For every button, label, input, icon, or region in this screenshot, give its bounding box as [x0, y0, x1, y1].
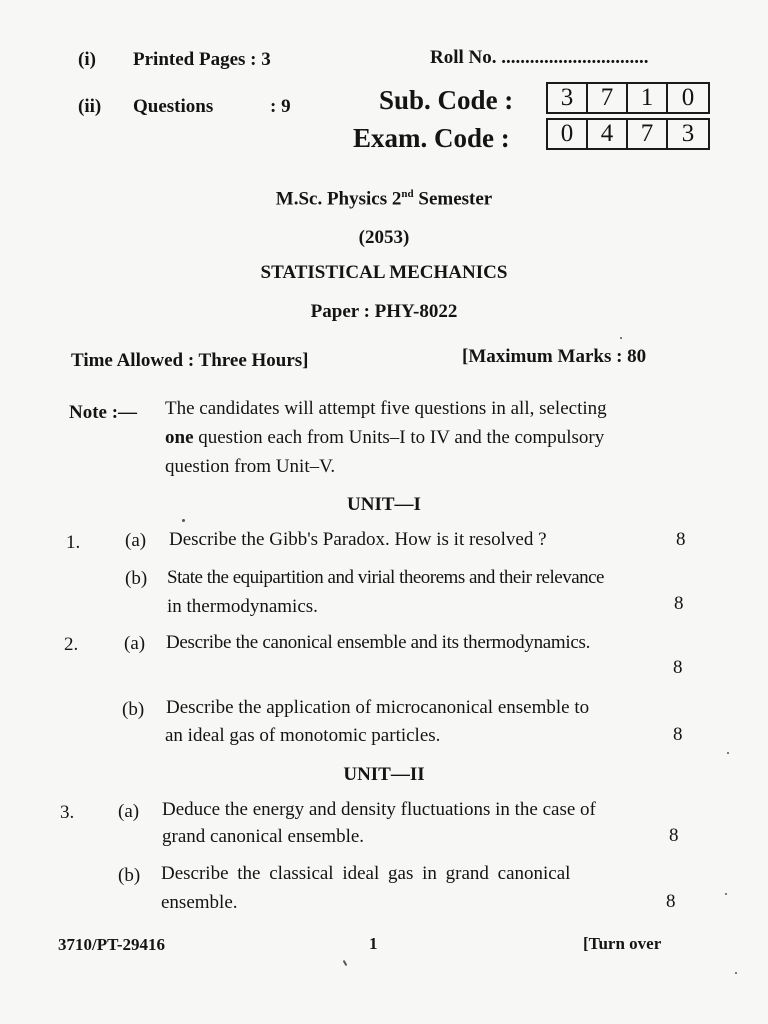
- scan-speck: [727, 752, 729, 754]
- unit-1-heading: UNIT—I: [347, 494, 421, 515]
- q1-a-label: (a): [125, 530, 147, 551]
- printed-pages: Printed Pages : 3: [133, 49, 271, 70]
- q3-a-marks: 8: [669, 825, 679, 846]
- exam-code-digit: 4: [588, 120, 628, 148]
- questions-label: Questions: [133, 96, 214, 117]
- q2-b-label: (b): [122, 699, 145, 720]
- q1-a-text: Describe the Gibb's Paradox. How is it resolved ?: [169, 529, 547, 550]
- program-prefix: M.Sc. Physics 2: [275, 188, 402, 210]
- q2-a-label: (a): [124, 633, 146, 654]
- page-number: 1: [369, 934, 378, 953]
- q1-b-marks: 8: [674, 593, 684, 614]
- printed-pages-index: (i): [78, 49, 96, 70]
- q2-b-marks: 8: [673, 724, 683, 745]
- q3-b-marks: 8: [666, 891, 676, 912]
- subject-title: STATISTICAL MECHANICS: [260, 262, 508, 283]
- sub-code-boxes: [546, 82, 710, 114]
- scan-speck: [735, 972, 737, 974]
- exam-code-boxes: [546, 118, 710, 150]
- q3-b-text-2: ensemble.: [161, 892, 238, 913]
- q3-a-label: (a): [118, 801, 140, 822]
- program-superscript: nd: [401, 188, 414, 200]
- unit-2-heading: UNIT—II: [343, 764, 425, 785]
- turn-over-label: [Turn over: [583, 934, 662, 953]
- note-line-2: [165, 427, 604, 449]
- q2-a-marks: 8: [673, 657, 683, 678]
- note-emphasis: one: [165, 427, 194, 448]
- scan-speck: [182, 519, 185, 522]
- year-code: (2053): [358, 227, 410, 248]
- q3-b-label: (b): [118, 865, 141, 886]
- note-line-1: The candidates will attempt five questions in all, selecting: [165, 398, 607, 419]
- roll-number: Roll No. ...............................: [430, 47, 649, 68]
- q1-b-text-2: in thermodynamics.: [167, 596, 318, 617]
- questions-index: (ii): [78, 96, 102, 117]
- paper-code: Paper : PHY-8022: [310, 301, 458, 322]
- q1-a-marks: 8: [676, 529, 686, 550]
- time-allowed: Time Allowed : Three Hours]: [71, 350, 309, 371]
- maximum-marks: [Maximum Marks : 80: [462, 346, 647, 367]
- q2-a-text: Describe the canonical ensemble and its thermodynamics.: [166, 632, 591, 653]
- note-line-3: question from Unit–V.: [165, 456, 336, 477]
- scan-speck: [620, 337, 622, 339]
- sub-code-label: Sub. Code :: [379, 85, 514, 115]
- exam-code-digit: 7: [628, 120, 668, 148]
- q2-b-text-2: an ideal gas of monotomic particles.: [165, 725, 441, 746]
- note-label: Note :—: [69, 402, 138, 423]
- sub-code-digit: 3: [548, 84, 588, 112]
- program-line: [0, 188, 768, 210]
- q3-b-text-1: Describe the classical ideal gas in grand canonical: [161, 863, 571, 884]
- sub-code-digit: 7: [588, 84, 628, 112]
- question-1-number: 1.: [66, 532, 81, 553]
- q1-b-label: (b): [125, 568, 148, 589]
- scan-speck: [343, 960, 348, 966]
- exam-code-digit: 3: [681, 120, 695, 147]
- sub-code-digit: 1: [628, 84, 668, 112]
- sub-code-digit: 0: [681, 84, 695, 111]
- program-suffix: Semester: [413, 188, 493, 210]
- note-line-2-rest: question each from Units–I to IV and the compulsory: [193, 427, 605, 448]
- q3-a-text-1: Deduce the energy and density fluctuations in the case of: [162, 799, 596, 820]
- paper-reference-code: 3710/PT-29416: [58, 935, 166, 954]
- exam-code-digit: 0: [548, 120, 588, 148]
- q2-b-text-1: Describe the application of microcanonical ensemble to: [166, 697, 590, 718]
- questions-count: : 9: [270, 96, 291, 117]
- question-2-number: 2.: [64, 634, 79, 655]
- scan-speck: [725, 893, 727, 895]
- exam-code-label: Exam. Code :: [353, 123, 510, 153]
- q1-b-text-1: State the equipartition and virial theorems and their relevance: [167, 567, 604, 588]
- q3-a-text-2: grand canonical ensemble.: [162, 826, 365, 847]
- question-3-number: 3.: [60, 802, 75, 823]
